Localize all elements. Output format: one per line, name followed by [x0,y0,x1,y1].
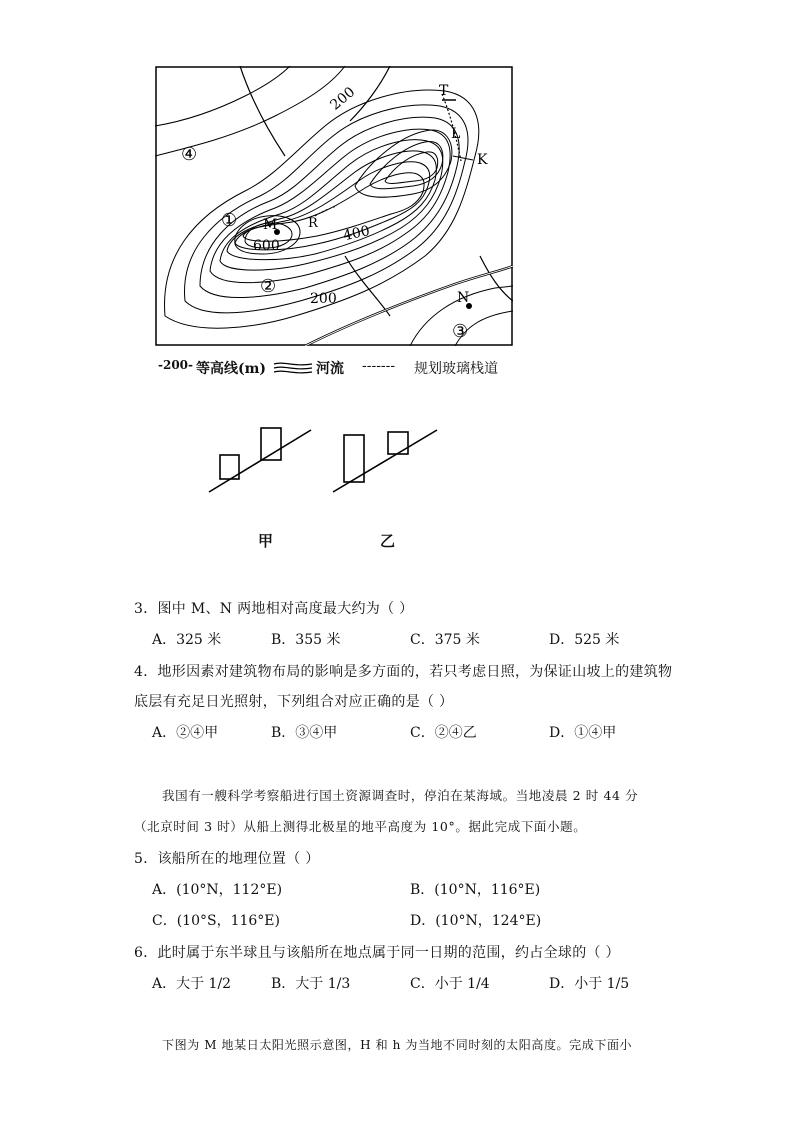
label-circle-1: ① [221,210,238,231]
label-n: N [457,290,470,306]
river [350,66,390,121]
diagram-label-jia: 甲 [258,532,274,550]
river-legend-icon [272,360,314,374]
label-circle-3: ③ [452,321,469,342]
q5-option-b[interactable]: B．(10°N，116°E) [410,882,541,898]
question-4-stem-line1: 4．地形因素对建筑物布局的影响是多方面的，若只考虑日照，为保证山坡上的建筑物 [134,664,673,680]
narrative-1-line2: （北京时间 3 时）从船上测得北极星的地平高度为 10°。据此完成下面小题。 [134,819,587,834]
q4-option-b[interactable]: B．③④甲 [271,725,338,741]
q3-option-b[interactable]: B．355 米 [271,632,341,648]
label-t: T [439,83,449,99]
q3-option-c[interactable]: C．375 米 [410,632,480,648]
label-200-top: 200 [327,84,359,114]
legend-contour-code: -200- [158,358,194,372]
legend-river: 河流 [316,361,344,377]
label-400: 400 [341,223,372,245]
river [480,256,513,301]
river [240,66,285,156]
diagram-label-yi: 乙 [380,532,396,550]
label-circle-2: ② [260,276,277,297]
q3-option-d[interactable]: D．525 米 [549,632,620,648]
label-r: R [308,216,318,231]
building-yi-2 [388,432,408,454]
question-3-stem: 3．图中 M、N 两地相对高度最大约为（ ） [134,601,414,617]
q6-option-b[interactable]: B．大于 1/3 [271,976,351,992]
label-m: M [263,217,278,233]
narrative-1-line1: 我国有一艘科学考察船进行国土资源调查时，停泊在某海域。当地凌晨 2 时 44 分 [162,788,639,803]
slope-jia [209,430,311,492]
label-200-bottom: 200 [310,291,337,307]
building-slope-diagrams [205,420,445,500]
q4-option-d[interactable]: D．①④甲 [549,725,617,741]
contour-line [155,66,290,126]
q5-option-d[interactable]: D．(10°N，124°E) [410,913,542,929]
question-5-stem: 5．该船所在的地理位置（ ） [134,851,320,867]
q6-option-d[interactable]: D．小于 1/5 [549,976,630,992]
q3-option-a[interactable]: A．325 米 [152,632,222,648]
contour-map [155,66,513,346]
label-l: L [451,126,461,142]
q5-option-c[interactable]: C．(10°S，116°E) [152,913,280,929]
label-600: 600 [253,238,280,254]
q6-option-a[interactable]: A．大于 1/2 [152,976,232,992]
question-6-stem: 6．此时属于东半球且与该船所在地点属于同一日期的范围，约占全球的（ ） [134,945,620,961]
contour-line [155,66,345,156]
legend-contour: 等高线(m) [196,361,267,377]
q5-option-a[interactable]: A．(10°N，112°E) [152,882,283,898]
legend-glass-code: ------- [362,358,396,374]
q4-option-a[interactable]: A．②④甲 [152,725,219,741]
q6-option-c[interactable]: C．小于 1/4 [410,976,490,992]
question-4-stem-line2: 底层有充足日光照射，下列组合对应正确的是（ ） [134,694,454,710]
legend-glass: 规划玻璃栈道 [414,361,498,377]
narrative-2: 下图为 M 地某日太阳光照示意图，H 和 h 为当地不同时刻的太阳高度。完成下面小 [162,1038,633,1052]
label-circle-4: ④ [181,144,198,165]
q4-option-c[interactable]: C．②④乙 [410,725,477,741]
river [345,256,390,316]
label-k: K [477,152,488,168]
